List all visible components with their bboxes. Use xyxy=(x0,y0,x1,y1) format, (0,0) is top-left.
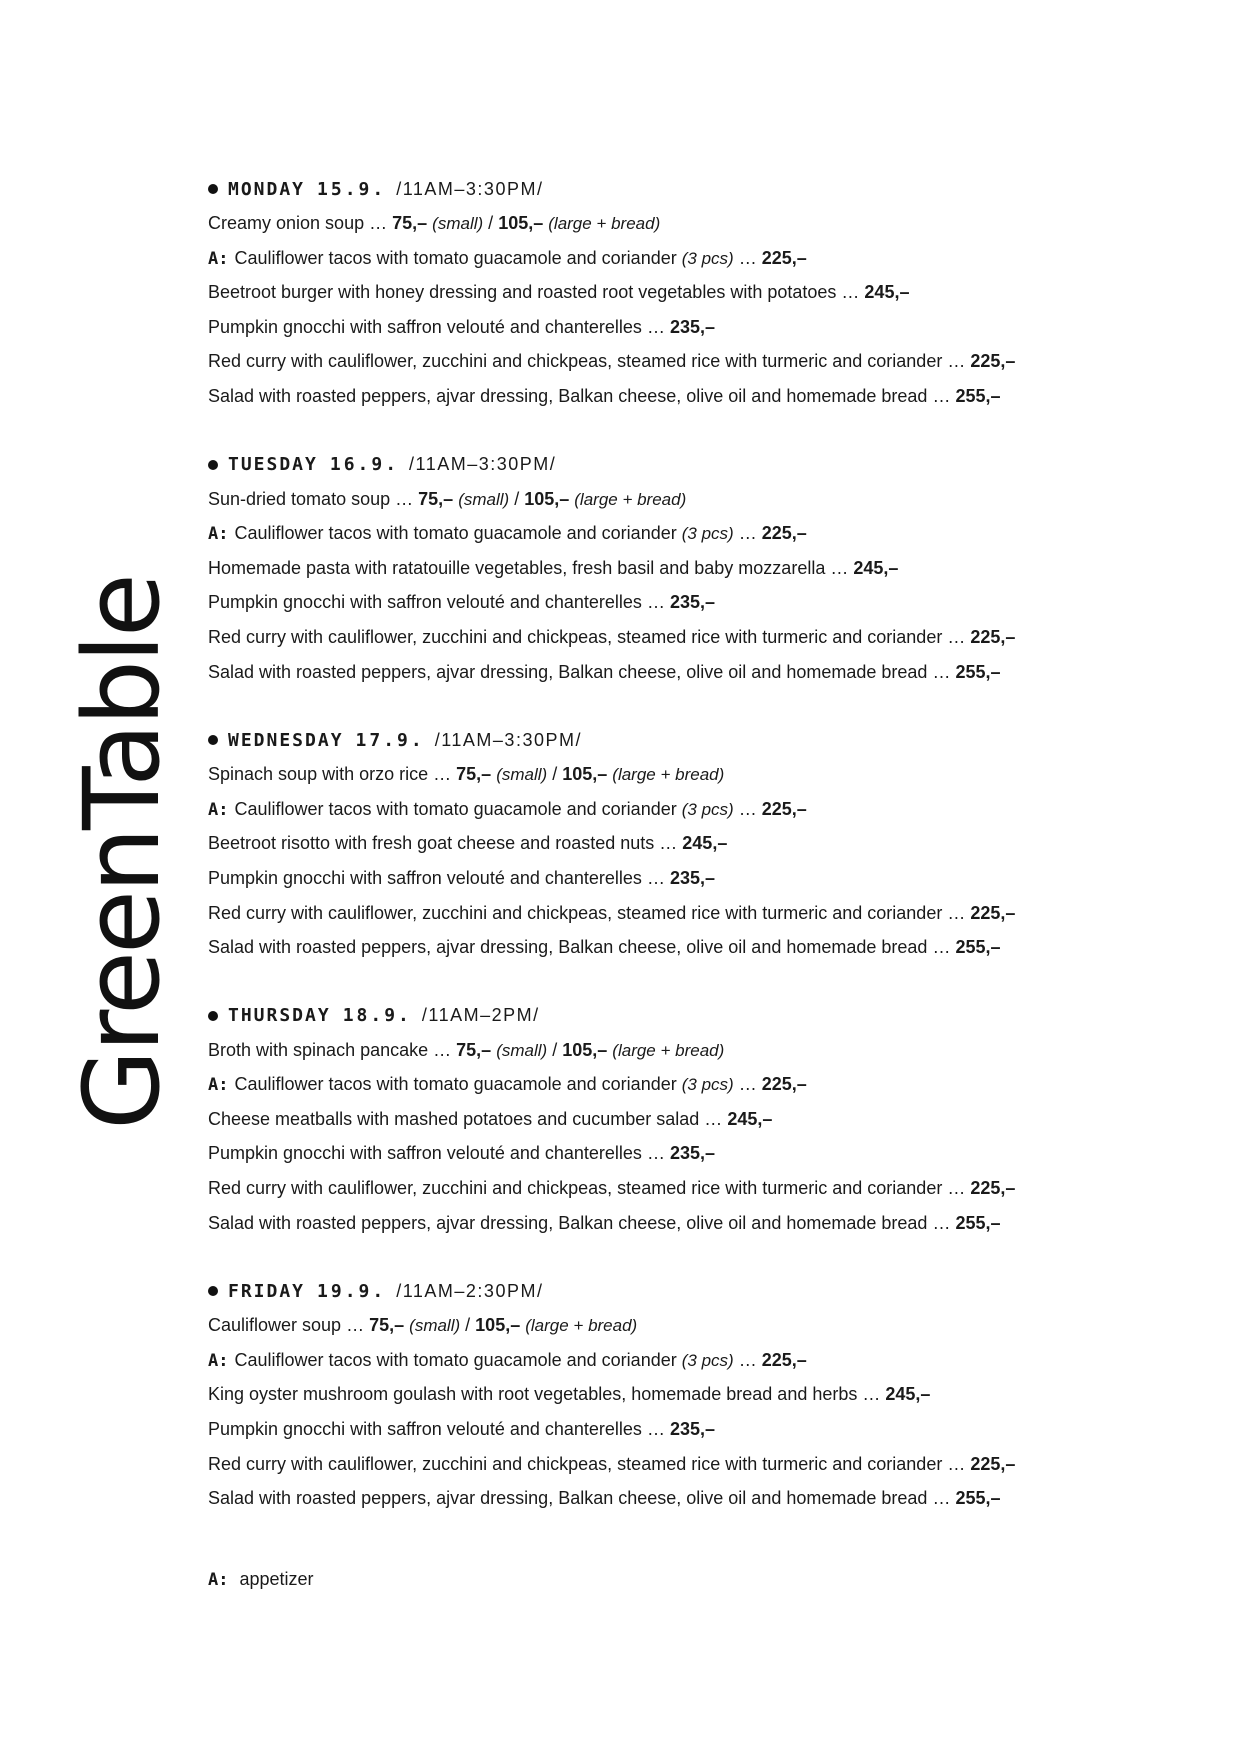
item-price: 255,– xyxy=(955,937,1001,958)
menu-item: Beetroot risotto with fresh goat cheese and roasted nuts … 245,– xyxy=(208,833,728,854)
item-price: 245,– xyxy=(864,282,910,303)
item-price: 245,– xyxy=(853,557,899,578)
menu-item-appetizer: A: Cauliflower tacos with tomato guacamole and coriander (3 pcs) … 225,– xyxy=(208,1074,807,1096)
item-name: Red curry with cauliflower, zucchini and chickpeas, steamed rice with turmeric and coriander xyxy=(208,626,943,647)
item-price-large: 105,– xyxy=(498,213,544,233)
appetizer-tag: A: xyxy=(208,1075,229,1096)
item-name: Pumpkin gnocchi with saffron velouté and chanterelles xyxy=(208,1143,642,1164)
menu-item: Red curry with cauliflower, zucchini and chickpeas, steamed rice with turmeric and coriander … 225,– xyxy=(208,1453,1016,1474)
item-name: Cauliflower tacos with tomato guacamole and coriander xyxy=(234,1349,677,1370)
day-header xyxy=(208,999,1188,1033)
item-price: 225,– xyxy=(761,1074,807,1095)
day-section-thursday xyxy=(208,999,1188,1241)
size-note-small: (small) xyxy=(458,489,510,509)
menu-item: Beetroot burger with honey dressing and roasted root vegetables with potatoes … 245,– xyxy=(208,282,910,303)
menu-item: Pumpkin gnocchi with saffron velouté and chanterelles … 235,– xyxy=(208,1143,715,1164)
bullet-icon xyxy=(208,184,218,194)
day-name: TUESDAY xyxy=(228,454,318,476)
item-price-large: 105,– xyxy=(475,1315,521,1336)
item-name: Salad with roasted peppers, ajvar dressing, Balkan cheese, olive oil and homemade bread xyxy=(208,661,928,682)
item-name: Cheese meatballs with mashed potatoes and cucumber salad xyxy=(208,1108,700,1129)
item-price: 235,– xyxy=(669,592,715,613)
item-name: Salad with roasted peppers, ajvar dressing, Balkan cheese, olive oil and homemade bread xyxy=(208,937,928,958)
item-name: Sun-dried tomato soup xyxy=(208,488,391,509)
menu-item: Red curry with cauliflower, zucchini and chickpeas, steamed rice with turmeric and coriander … 225,– xyxy=(208,351,1016,372)
item-price-small: 75,– xyxy=(456,1039,492,1060)
day-hours: /11AM–2PM/ xyxy=(421,1005,540,1026)
item-price: 255,– xyxy=(955,385,1001,406)
menu-item: Pumpkin gnocchi with saffron velouté and chanterelles … 235,– xyxy=(208,592,715,613)
size-note-large: (large + bread) xyxy=(525,1316,638,1336)
menu-item: Red curry with cauliflower, zucchini and chickpeas, steamed rice with turmeric and coriander … 225,– xyxy=(208,902,1016,923)
item-price: 225,– xyxy=(970,351,1016,372)
appetizer-tag: A: xyxy=(208,799,229,820)
item-price: 225,– xyxy=(970,1178,1016,1199)
item-name: Pumpkin gnocchi with saffron velouté and chanterelles xyxy=(208,316,642,337)
item-price: 225,– xyxy=(761,1349,807,1370)
size-note-large: (large + bread) xyxy=(548,214,661,233)
item-name: Beetroot burger with honey dressing and roasted root vegetables with potatoes xyxy=(208,282,837,303)
day-header xyxy=(208,1274,1188,1308)
item-price-large: 105,– xyxy=(524,488,570,509)
legend-text: appetizer xyxy=(239,1569,314,1589)
item-name: Spinach soup with orzo rice xyxy=(208,764,429,785)
item-name: Pumpkin gnocchi with saffron velouté and chanterelles xyxy=(208,592,642,613)
item-price: 225,– xyxy=(970,902,1016,923)
menu-item: Red curry with cauliflower, zucchini and chickpeas, steamed rice with turmeric and coriander … 225,– xyxy=(208,626,1016,647)
item-note: (3 pcs) xyxy=(681,248,734,268)
size-note-large: (large + bread) xyxy=(574,489,687,509)
menu-item: Salad with roasted peppers, ajvar dressing, Balkan cheese, olive oil and homemade bread … 255,– xyxy=(208,1212,1001,1233)
day-date: 17.9. xyxy=(355,729,425,751)
item-price: 255,– xyxy=(955,661,1001,682)
item-price: 225,– xyxy=(761,247,807,268)
item-price: 245,– xyxy=(682,833,728,854)
item-price: 235,– xyxy=(669,1419,715,1440)
size-note-small: (small) xyxy=(496,1040,548,1060)
day-hours: /11AM–3:30PM/ xyxy=(396,178,544,199)
day-section-tuesday xyxy=(208,448,1188,690)
menu-item-appetizer: A: Cauliflower tacos with tomato guacamole and coriander (3 pcs) … 225,– xyxy=(208,798,807,820)
item-price-small: 75,– xyxy=(418,488,454,509)
day-header xyxy=(208,723,1188,757)
item-price: 225,– xyxy=(761,523,807,544)
item-price: 245,– xyxy=(727,1108,773,1129)
item-name: Red curry with cauliflower, zucchini and chickpeas, steamed rice with turmeric and coriander xyxy=(208,902,943,923)
item-name: Cauliflower tacos with tomato guacamole and coriander xyxy=(234,523,677,544)
item-note: (3 pcs) xyxy=(681,1075,734,1095)
item-price: 225,– xyxy=(970,626,1016,647)
menu-item: Pumpkin gnocchi with saffron velouté and chanterelles … 235,– xyxy=(208,867,715,888)
size-note-small: (small) xyxy=(409,1316,461,1336)
item-price: 255,– xyxy=(955,1212,1001,1233)
item-name: Red curry with cauliflower, zucchini and chickpeas, steamed rice with turmeric and coriander xyxy=(208,1178,943,1199)
item-note: (3 pcs) xyxy=(681,1350,734,1370)
day-name: FRIDAY xyxy=(228,1280,306,1302)
size-note-small: (small) xyxy=(496,765,548,785)
item-price-large: 105,– xyxy=(562,764,608,785)
item-name: Cauliflower tacos with tomato guacamole and coriander xyxy=(234,247,677,268)
menu-item-appetizer: A: Cauliflower tacos with tomato guacamole and coriander (3 pcs) … 225,– xyxy=(208,247,807,269)
menu-item: Homemade pasta with ratatouille vegetables, fresh basil and baby mozzarella … 245,– xyxy=(208,557,899,578)
item-name: Broth with spinach pancake xyxy=(208,1039,429,1060)
day-name: WEDNESDAY xyxy=(228,729,344,751)
size-note-small: (small) xyxy=(432,214,484,233)
item-name: Cauliflower soup xyxy=(208,1315,342,1336)
menu-item: Salad with roasted peppers, ajvar dressing, Balkan cheese, olive oil and homemade bread … 255,– xyxy=(208,661,1001,682)
item-price: 255,– xyxy=(955,1488,1001,1509)
day-section-friday xyxy=(208,1274,1188,1516)
item-price: 225,– xyxy=(761,798,807,819)
appetizer-tag: A: xyxy=(208,1350,229,1371)
menu-item: Pumpkin gnocchi with saffron velouté and chanterelles … 235,– xyxy=(208,316,715,337)
item-name: Red curry with cauliflower, zucchini and chickpeas, steamed rice with turmeric and coriander xyxy=(208,1453,943,1474)
item-price-small: 75,– xyxy=(392,213,428,233)
day-header xyxy=(208,448,1188,482)
menu-item-appetizer: A: Cauliflower tacos with tomato guacamole and coriander (3 pcs) … 225,– xyxy=(208,523,807,545)
menu-item-soup: Spinach soup with orzo rice … 75,– (small) / 105,– (large + bread) xyxy=(208,764,725,785)
day-date: 19.9. xyxy=(317,1280,387,1302)
menu-item: Salad with roasted peppers, ajvar dressing, Balkan cheese, olive oil and homemade bread … 255,– xyxy=(208,385,1001,406)
item-price: 235,– xyxy=(669,867,715,888)
day-section-wednesday xyxy=(208,723,1188,965)
menu-item-appetizer: A: Cauliflower tacos with tomato guacamole and coriander (3 pcs) … 225,– xyxy=(208,1349,807,1371)
item-note: (3 pcs) xyxy=(681,524,734,544)
day-hours: /11AM–3:30PM/ xyxy=(409,454,557,475)
legend-tag: A: xyxy=(208,1570,229,1590)
item-price-small: 75,– xyxy=(456,764,492,785)
item-price: 235,– xyxy=(669,1143,715,1164)
day-date: 15.9. xyxy=(317,178,387,200)
menu-item: Red curry with cauliflower, zucchini and chickpeas, steamed rice with turmeric and coriander … 225,– xyxy=(208,1178,1016,1199)
day-header xyxy=(208,172,1188,206)
item-name: Cauliflower tacos with tomato guacamole and coriander xyxy=(234,798,677,819)
size-note-large: (large + bread) xyxy=(612,1040,725,1060)
size-note-large: (large + bread) xyxy=(612,765,725,785)
item-price: 235,– xyxy=(669,316,715,337)
menu-item-soup: Sun-dried tomato soup … 75,– (small) / 105,– (large + bread) xyxy=(208,488,687,509)
menu-item-soup: Broth with spinach pancake … 75,– (small) / 105,– (large + bread) xyxy=(208,1039,725,1060)
day-section-monday xyxy=(208,172,1188,414)
brand-logo: GreenTable xyxy=(61,576,183,1130)
day-name: THURSDAY xyxy=(228,1005,331,1027)
day-date: 16.9. xyxy=(329,454,400,476)
appetizer-tag: A: xyxy=(208,524,229,545)
item-price-large: 105,– xyxy=(562,1039,608,1060)
item-note: (3 pcs) xyxy=(681,799,734,819)
appetizer-tag: A: xyxy=(208,248,229,269)
item-name: Salad with roasted peppers, ajvar dressing, Balkan cheese, olive oil and homemade bread xyxy=(208,385,928,406)
menu-item: Salad with roasted peppers, ajvar dressing, Balkan cheese, olive oil and homemade bread … 255,– xyxy=(208,1488,1001,1509)
bullet-icon xyxy=(208,735,218,745)
item-price: 245,– xyxy=(885,1384,931,1405)
day-hours: /11AM–2:30PM/ xyxy=(396,1280,544,1301)
item-name: Creamy onion soup xyxy=(208,213,365,233)
item-price: 225,– xyxy=(970,1453,1016,1474)
item-name: Beetroot risotto with fresh goat cheese and roasted nuts xyxy=(208,833,655,854)
item-name: Red curry with cauliflower, zucchini and chickpeas, steamed rice with turmeric and coriander xyxy=(208,351,943,372)
bullet-icon xyxy=(208,1286,218,1296)
day-date: 18.9. xyxy=(342,1005,412,1027)
menu-item-soup: Creamy onion soup … 75,– (small) / 105,– (large + bread) xyxy=(208,213,661,233)
item-name: Pumpkin gnocchi with saffron velouté and chanterelles xyxy=(208,867,642,888)
item-name: Pumpkin gnocchi with saffron velouté and chanterelles xyxy=(208,1419,642,1440)
item-name: Cauliflower tacos with tomato guacamole and coriander xyxy=(234,1074,677,1095)
menu-item: Salad with roasted peppers, ajvar dressing, Balkan cheese, olive oil and homemade bread … 255,– xyxy=(208,937,1001,958)
day-name: MONDAY xyxy=(228,178,306,200)
menu-item: Pumpkin gnocchi with saffron velouté and chanterelles … 235,– xyxy=(208,1419,715,1440)
item-name: Salad with roasted peppers, ajvar dressing, Balkan cheese, olive oil and homemade bread xyxy=(208,1212,928,1233)
bullet-icon xyxy=(208,460,218,470)
menu-item: Cheese meatballs with mashed potatoes and cucumber salad … 245,– xyxy=(208,1108,773,1129)
item-name: Homemade pasta with ratatouille vegetables, fresh basil and baby mozzarella xyxy=(208,557,826,578)
item-price-small: 75,– xyxy=(369,1315,405,1336)
day-hours: /11AM–3:30PM/ xyxy=(434,729,582,750)
item-name: Salad with roasted peppers, ajvar dressing, Balkan cheese, olive oil and homemade bread xyxy=(208,1488,928,1509)
menu-item: King oyster mushroom goulash with root vegetables, homemade bread and herbs … 245,– xyxy=(208,1384,931,1405)
menu-item-soup: Cauliflower soup … 75,– (small) / 105,– (large + bread) xyxy=(208,1315,638,1336)
weekly-menu xyxy=(208,172,1188,1550)
legend xyxy=(208,1562,314,1596)
bullet-icon xyxy=(208,1011,218,1021)
item-name: King oyster mushroom goulash with root vegetables, homemade bread and herbs xyxy=(208,1384,858,1405)
